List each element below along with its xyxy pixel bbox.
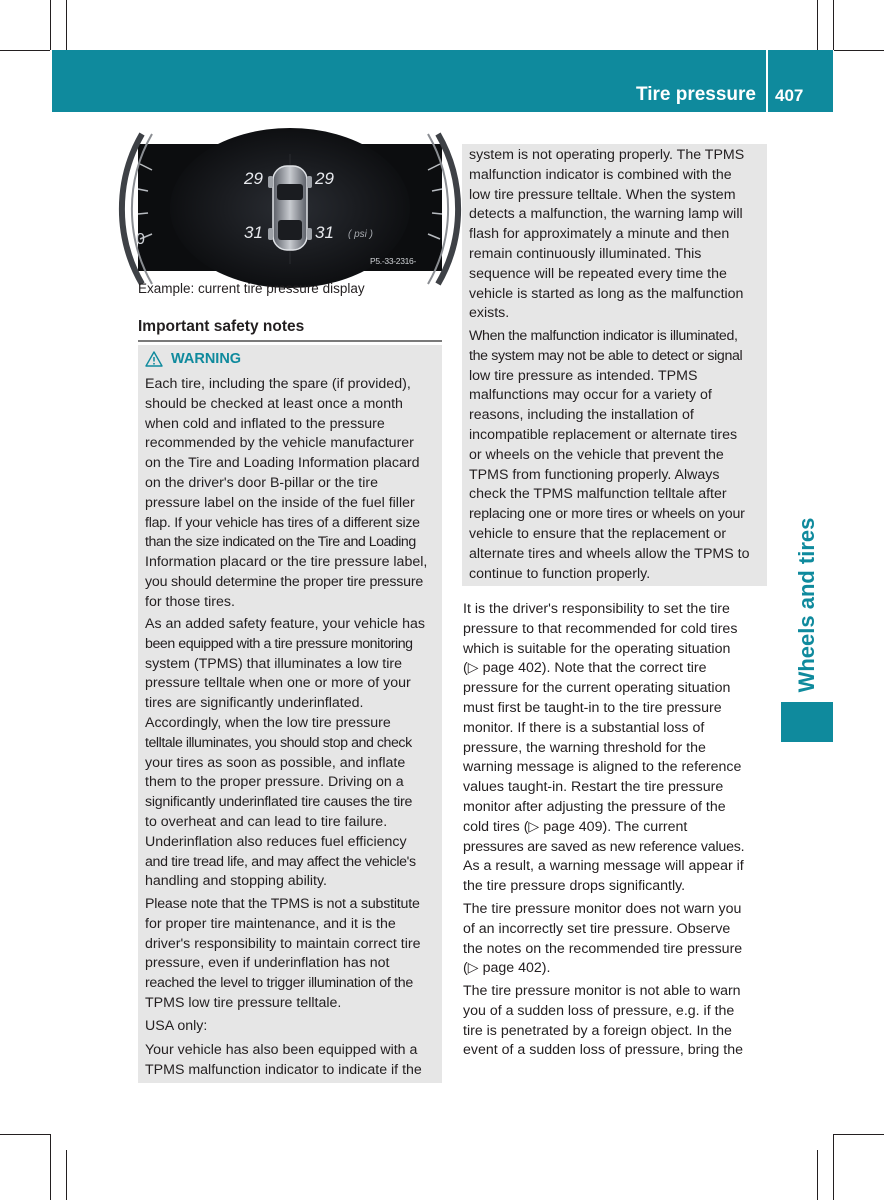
text-line: pressure, even if underinflation has not	[145, 955, 390, 972]
text-line: flap. If your vehicle has tires of a different size	[145, 514, 420, 531]
text-line: the tire pressure drops significantly.	[463, 878, 686, 895]
text-line: the notes on the recommended tire pressure	[463, 940, 743, 957]
text-line: remain continuously illuminated. This	[469, 245, 702, 262]
text-line: pressure, the warning threshold for the	[463, 739, 706, 756]
text-line: low tire pressure telltale. When the system	[469, 186, 736, 203]
text-line: on the Tire and Loading Information placard	[145, 455, 420, 472]
text-line: reached the level to trigger illumination of the	[145, 975, 413, 992]
body-paragraph	[463, 600, 768, 897]
image-code: P5.-33-2316-	[370, 256, 417, 266]
warning-paragraph	[469, 327, 767, 584]
crop-mark	[817, 0, 818, 50]
text-line: When the malfunction indicator is illuminated,	[469, 328, 738, 344]
text-line: tires are significantly underinflated.	[145, 695, 364, 712]
text-line: sequence will be repeated every time the	[469, 265, 727, 282]
text-line: for those tires.	[145, 593, 235, 610]
text-line: or wheels on the vehicle that prevent the	[469, 446, 724, 463]
text-line: malfunction indicator is combined with the	[469, 166, 732, 183]
text-line: than the size indicated on the Tire and Loading	[145, 534, 416, 551]
warning-heading	[145, 351, 241, 367]
text-line: continue to function properly.	[469, 565, 651, 582]
page-number: 407	[775, 86, 804, 105]
text-line: must first be taught-in to the tire pressure	[463, 699, 722, 716]
chapter-tab-label: Wheels and tires	[794, 517, 819, 693]
warning-paragraph	[145, 895, 439, 1014]
chapter-tab	[781, 515, 833, 695]
text-line: TPMS malfunction indicator to indicate if the	[145, 1061, 422, 1078]
text-line: pressure telltale when one or more of your	[145, 675, 411, 692]
text-line: to overheat and can lead to tire failure.	[145, 813, 388, 830]
text-line: you should determine the proper tire pressure	[145, 573, 424, 590]
text-line: The tire pressure monitor is not able to warn	[463, 983, 741, 999]
text-line: system (TPMS) that illuminates a low tire	[145, 655, 403, 672]
warning-paragraph	[145, 615, 439, 892]
crop-mark	[66, 1150, 67, 1200]
text-line: telltale illuminates, you should stop and check	[145, 734, 412, 751]
text-line: recommended by the vehicle manufacturer	[145, 435, 414, 452]
text-line: TPMS low tire pressure telltale.	[145, 994, 342, 1011]
text-line: Information placard or the tire pressure label,	[145, 554, 428, 571]
front-left-pressure: 29	[244, 169, 263, 188]
crop-mark	[833, 1134, 834, 1200]
text-line: handling and stopping ability.	[145, 873, 327, 890]
crop-mark	[50, 0, 51, 50]
text-line: driver's responsibility to maintain correct tire	[145, 935, 421, 952]
text-line: your tires as soon as possible, and inflate	[145, 754, 406, 771]
text-line: It is the driver's responsibility to set the tire	[463, 601, 730, 617]
svg-text:0: 0	[136, 231, 145, 248]
tire-pressure-display-image	[138, 144, 442, 271]
text-line: you of a sudden loss of pressure, e.g. if the	[463, 1002, 735, 1019]
crop-mark	[833, 0, 834, 50]
text-line: incompatible replacement or alternate tires	[469, 426, 738, 443]
crop-mark	[817, 1150, 818, 1200]
warning-paragraph	[145, 375, 439, 613]
text-line: vehicle is started as long as the malfunction	[469, 285, 744, 302]
section-rule	[138, 340, 442, 342]
warning-paragraph	[145, 1041, 439, 1081]
text-line: on the driver's door B-pillar or the tire	[145, 474, 378, 491]
text-line: significantly underinflated tire causes the tire	[145, 794, 413, 811]
page-title: Tire pressure	[635, 84, 756, 105]
page-reference[interactable]: (▷ page 402).	[463, 960, 551, 977]
page-reference[interactable]: cold tires (▷ page 409). The current	[463, 818, 688, 835]
page-reference[interactable]: (▷ page 402). Note that the correct tire	[463, 660, 707, 677]
crop-mark	[0, 50, 50, 51]
text-line: As an added safety feature, your vehicle has	[145, 616, 425, 632]
text-line: Your vehicle has also been equipped with a	[145, 1042, 418, 1058]
text-line: malfunctions may occur for a variety of	[469, 387, 712, 404]
body-paragraph	[463, 900, 768, 979]
text-line: Please note that the TPMS is not a substitute	[145, 896, 420, 912]
text-line: pressure for the current operating situation	[463, 680, 731, 697]
rear-right-pressure: 31	[315, 223, 334, 242]
text-line: values taught-in. Restart the tire pressure	[463, 779, 724, 796]
chapter-tab-marker	[781, 702, 833, 742]
text-line: As a result, a warning message will appear if	[463, 858, 744, 875]
text-line: vehicle to ensure that the replacement or	[469, 525, 727, 542]
pressure-unit: ( psi )	[348, 229, 373, 240]
text-line: them to the proper pressure. Driving on a	[145, 774, 404, 791]
text-line: and tire tread life, and may affect the vehicle's	[145, 853, 416, 870]
text-line: detects a malfunction, the warning lamp will	[469, 206, 743, 223]
section-heading: Important safety notes	[138, 318, 305, 335]
text-line: pressures are saved as new reference values.	[463, 838, 745, 855]
text-line: Underinflation also reduces fuel efficiency	[145, 833, 407, 850]
warning-paragraph	[145, 1017, 439, 1037]
text-line: exists.	[469, 305, 510, 322]
text-line: TPMS from functioning properly. Always	[469, 466, 720, 483]
text-line: been equipped with a tire pressure monitoring	[145, 635, 413, 652]
text-line: system is not operating properly. The TPMS	[469, 147, 745, 163]
text-line: pressure to that recommended for cold tires	[463, 620, 738, 637]
body-paragraph	[463, 982, 768, 1061]
crop-mark	[834, 50, 884, 51]
text-line: for proper tire maintenance, and it is the	[145, 915, 396, 932]
figure-caption: Example: current tire pressure display	[138, 281, 365, 296]
text-line: pressure label on the inside of the fuel filler	[145, 494, 415, 511]
warning-triangle-icon	[145, 351, 163, 367]
text-line: warning message is aligned to the reference	[463, 759, 742, 776]
text-line: reasons, including the installation of	[469, 407, 694, 424]
text-line: when cold and inflated to the pressure	[145, 415, 385, 432]
text-line: of an incorrectly set tire pressure. Observe	[463, 920, 731, 937]
crop-mark	[0, 1134, 50, 1135]
text-line: The tire pressure monitor does not warn you	[463, 901, 742, 917]
text-line: Each tire, including the spare (if provided),	[145, 376, 411, 392]
header-divider	[766, 50, 768, 112]
crop-mark	[50, 1134, 51, 1200]
text-line: check the TPMS malfunction telltale after	[469, 486, 727, 503]
rear-left-pressure: 31	[244, 223, 263, 242]
front-right-pressure: 29	[315, 169, 334, 188]
warning-label: WARNING	[171, 351, 242, 367]
text-line: which is suitable for the operating situation	[463, 640, 731, 657]
text-line: low tire pressure as intended. TPMS	[469, 367, 698, 384]
text-line: replacing one or more tires or wheels on your	[469, 506, 745, 523]
text-line: alternate tires and wheels allow the TPMS to	[469, 545, 750, 562]
text-line: tire is penetrated by a foreign object. In the	[463, 1022, 732, 1039]
text-line: event of a sudden loss of pressure, bring the	[463, 1042, 743, 1059]
text-line: should be checked at least once a month	[145, 395, 403, 412]
text-line: monitor after adjusting the pressure of the	[463, 798, 726, 815]
text-line: the system may not be able to detect or signal	[469, 347, 743, 364]
text-line: USA only:	[145, 1018, 208, 1034]
text-line: Accordingly, when the low tire pressure	[145, 714, 391, 731]
text-line: monitor. If there is a substantial loss of	[463, 719, 705, 736]
crop-mark	[66, 0, 67, 50]
crop-mark	[834, 1134, 884, 1135]
text-line: flash for approximately a minute and then	[469, 226, 730, 243]
warning-paragraph	[469, 146, 767, 324]
